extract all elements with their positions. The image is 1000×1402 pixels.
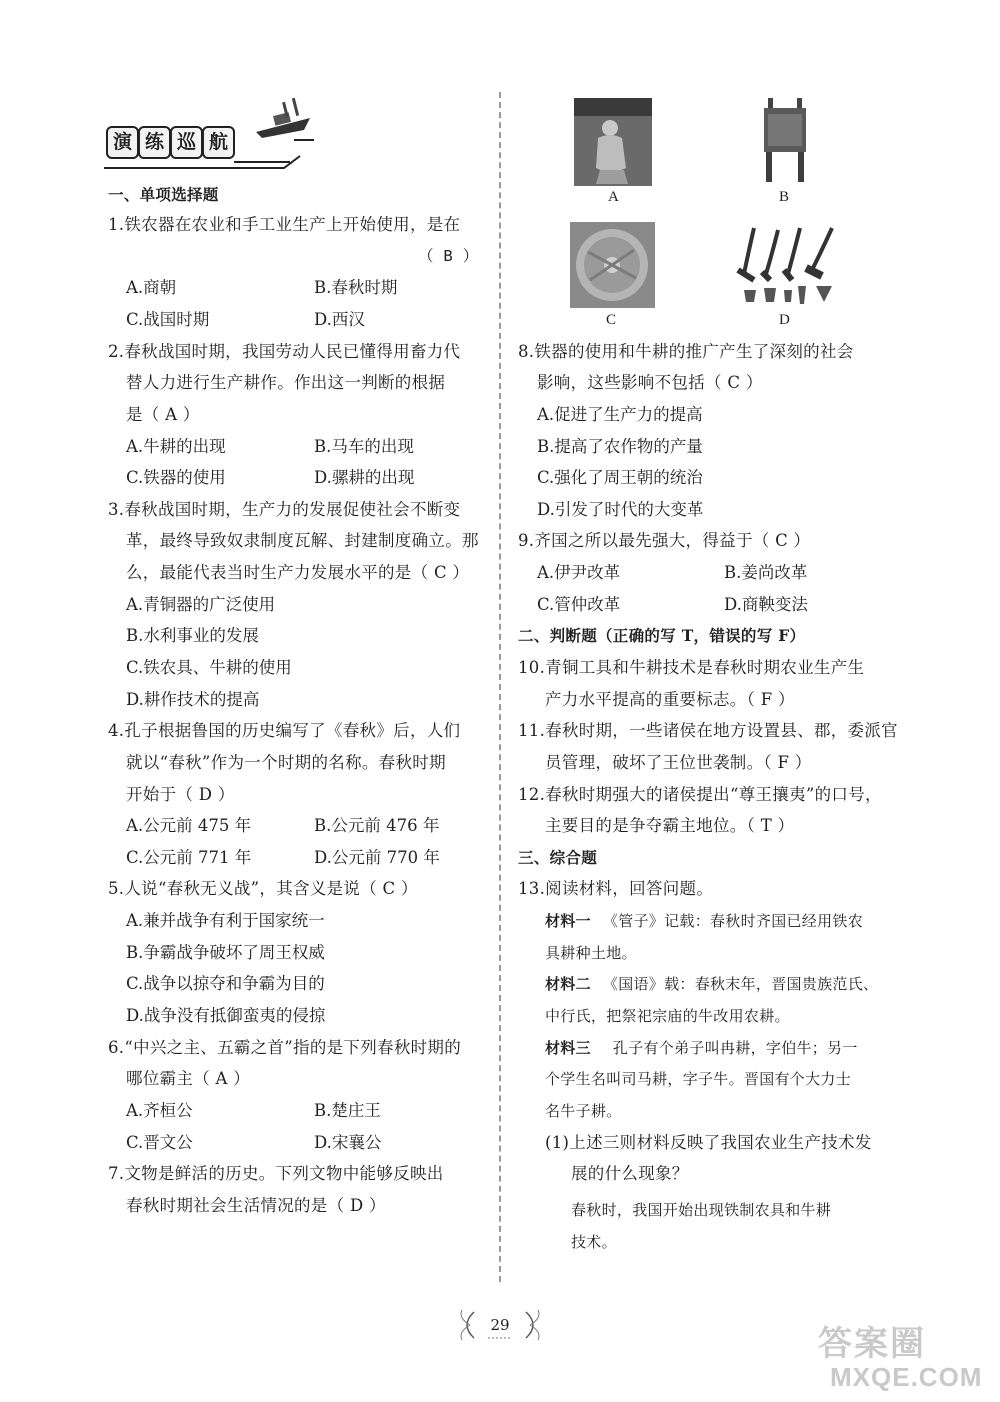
question-7-stem: 春秋时期社会生活情况的是（ D ）: [126, 1196, 386, 1215]
section-heading-comprehensive: 三、综合题: [518, 848, 598, 867]
question-10-stem: 产力水平提高的重要标志。（ F ）: [545, 690, 795, 709]
option: D.引发了时代的大变革: [537, 500, 704, 519]
section-heading-true-false: 二、判断题（正确的写 T，错误的写 F）: [518, 626, 806, 645]
option: D.商鞅变法: [724, 595, 808, 614]
question-4-stem: 4.孔子根据鲁国的历史编写了《春秋》后，人们: [108, 721, 461, 740]
question-2-stem: 2.春秋战国时期，我国劳动人民已懂得用畜力代: [108, 342, 461, 361]
option: D.耕作技术的提高: [126, 690, 260, 709]
iron-tools-image: [736, 224, 840, 306]
question-5-stem: 5.人说“春秋无义战”，其含义是说（ C ）: [108, 879, 418, 898]
option: D.公元前 770 年: [314, 848, 440, 867]
section-badge: [104, 118, 304, 170]
image-caption: B: [779, 189, 790, 205]
material-text: 《国语》载：春秋末年，晋国贵族范氏、: [602, 975, 879, 993]
option: A.伊尹改革: [537, 563, 621, 582]
option: C.战国时期: [126, 310, 210, 329]
image-caption: C: [606, 312, 617, 328]
question-4-stem: 就以“春秋”作为一个时期的名称。春秋时期: [126, 753, 446, 772]
option: A.促进了生产力的提高: [537, 405, 703, 424]
watermark-logo-text: 答案圈: [818, 1325, 926, 1363]
option: C.铁器的使用: [126, 468, 226, 487]
material-1: [545, 910, 863, 932]
question-6-stem: 哪位霸主（ A ）: [126, 1069, 251, 1088]
badge-char: 练: [138, 126, 171, 159]
sub-question-1: (1)上述三则材料反映了我国农业生产技术发: [545, 1133, 872, 1152]
column-divider: [499, 92, 501, 1282]
material-text: 中行氏，把祭祀宗庙的牛改用农耕。: [545, 1007, 790, 1025]
question-9-stem: 9.齐国之所以最先强大，得益于（ C ）: [518, 531, 811, 550]
bronze-mirror-image: [570, 222, 655, 308]
question-12-stem: 12.春秋时期强大的诸侯提出“尊王攘夷”的口号，: [518, 785, 882, 804]
option: B.争霸战争破坏了周王权威: [126, 943, 325, 962]
badge-char: 巡: [170, 126, 203, 159]
question-8-stem: 8.铁器的使用和牛耕的推广产生了深刻的社会: [518, 342, 854, 361]
material-label: 材料二: [545, 975, 591, 993]
badge-char: 演: [106, 126, 139, 159]
question-6-stem: 6.“中兴之主、五霸之首”指的是下列春秋时期的: [108, 1038, 462, 1057]
material-text: 《管子》记载：春秋时齐国已经用铁农: [602, 912, 864, 930]
figurine-image: [574, 98, 652, 186]
badge-underline: [104, 154, 304, 170]
question-7-stem: 7.文物是鲜活的历史。下列文物中能够反映出: [108, 1164, 444, 1183]
question-2-stem: 是（ A ）: [126, 405, 200, 424]
option: A.兼并战争有利于国家统一: [126, 911, 325, 930]
material-2: [545, 973, 878, 995]
question-3-stem: 3.春秋战国时期，生产力的发展促使社会不断变: [108, 500, 461, 519]
option: A.牛耕的出现: [126, 437, 226, 456]
question-3-stem: 么，最能代表当时生产力发展水平的是（ C ）: [126, 563, 470, 582]
watermark-url: MXQE.COM: [830, 1362, 983, 1392]
option: B.春秋时期: [314, 278, 398, 297]
badge-char: 航: [202, 126, 235, 159]
option: C.铁农具、牛耕的使用: [126, 658, 292, 677]
option: C.晋文公: [126, 1133, 193, 1152]
question-1-stem: 1.铁农器在农业和手工业生产上开始使用，是在: [108, 215, 461, 234]
question-10-stem: 10.青铜工具和牛耕技术是春秋时期农业生产生: [518, 658, 865, 677]
material-label: 材料一: [545, 912, 591, 930]
option: B.提高了农作物的产量: [537, 437, 703, 456]
answer-text: 技术。: [571, 1233, 617, 1251]
option: A.公元前 475 年: [126, 816, 252, 835]
question-8-stem: 影响，这些影响不包括（ C ）: [537, 373, 763, 392]
question-3-stem: 革，最终导致奴隶制度瓦解、封建制度确立。那: [126, 531, 479, 550]
option: C.管仲改革: [537, 595, 621, 614]
page-number: 29: [490, 1316, 510, 1334]
bronze-ding-image: [762, 96, 808, 184]
option: D.西汉: [314, 310, 365, 329]
question-13-stem: 13.阅读材料，回答问题。: [518, 879, 714, 898]
answer-text: 春秋时，我国开始出现铁制农具和牛耕: [571, 1201, 832, 1219]
option: D.骡耕的出现: [314, 468, 415, 487]
question-11-stem: 11.春秋时期，一些诸侯在地方设置县、郡，委派官: [518, 721, 898, 740]
section-heading-single-choice: 一、单项选择题: [108, 185, 219, 204]
question-1-answer: （ B ）: [418, 247, 479, 265]
material-label: 材料三: [545, 1039, 591, 1057]
option: C.强化了周王朝的统治: [537, 468, 703, 487]
question-12-stem: 主要目的是争夺霸主地位。（ T ）: [545, 816, 795, 835]
option: A.青铜器的广泛使用: [126, 595, 276, 614]
material-text: 名牛子耕。: [545, 1102, 622, 1120]
option: B.水利事业的发展: [126, 626, 259, 645]
question-2-stem: 替人力进行生产耕作。作出这一判断的根据: [126, 373, 446, 392]
option: B.楚庄王: [314, 1101, 381, 1120]
image-caption: D: [779, 312, 790, 328]
option: B.马车的出现: [314, 437, 414, 456]
material-text: 孔子有个弟子叫冉耕，字伯牛；另一: [612, 1039, 858, 1057]
material-text: 个学生名叫司马耕，字子牛。晋国有个大力士: [545, 1070, 852, 1088]
ship-icon: [254, 96, 314, 146]
option: C.公元前 771 年: [126, 848, 252, 867]
material-3: [545, 1037, 858, 1059]
image-caption: A: [608, 189, 619, 205]
option: D.战争没有抵御蛮夷的侵掠: [126, 1006, 326, 1025]
sub-question-1: 展的什么现象？: [571, 1164, 689, 1183]
question-11-stem: 员管理，破坏了王位世袭制。（ F ）: [545, 753, 812, 772]
option: A.齐桓公: [126, 1101, 193, 1120]
option: D.宋襄公: [314, 1133, 382, 1152]
option: B.姜尚改革: [724, 563, 808, 582]
question-4-stem: 开始于（ D ）: [126, 785, 235, 804]
option: A.商朝: [126, 278, 177, 297]
option: C.战争以掠夺和争霸为目的: [126, 974, 325, 993]
material-text: 具耕种土地。: [545, 944, 637, 962]
option: B.公元前 476 年: [314, 816, 440, 835]
